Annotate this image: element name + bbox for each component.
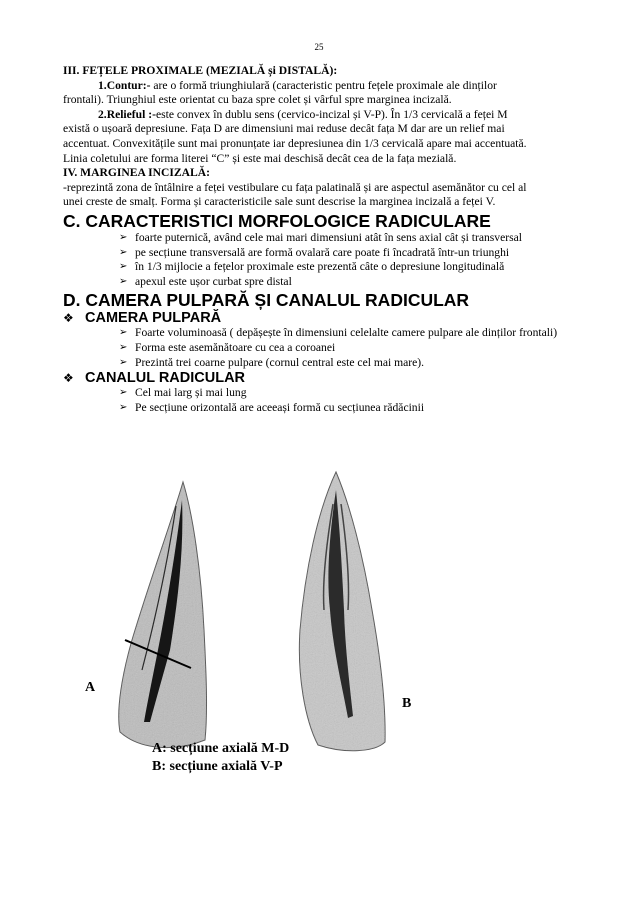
camera-pulpara-heading: ❖ CAMERA PULPARĂ xyxy=(63,310,222,327)
relief-paragraph xyxy=(63,108,583,123)
sectionC-list xyxy=(63,231,583,289)
list-item: ➢ în 1/3 mijlocie a fețelor proximale este prezentă câte o depresiune longitudinală xyxy=(119,260,505,274)
list-item: ➢ Foarte voluminoasă ( depășește în dimensiuni celelalte camere pulpare ale dinților frontali) xyxy=(119,326,558,340)
section4-text-1: -reprezintă zona de întâlnire a feței vestibulare cu fața palatinală și are aspectul asemănător cu cel al xyxy=(63,180,527,194)
contur-paragraph xyxy=(63,79,583,94)
diamond-bullet-icon: ❖ xyxy=(63,311,74,326)
list-item: ➢ Forma este asemănătoare cu cea a coroanei xyxy=(119,340,336,354)
canal-list xyxy=(63,386,583,415)
arrow-bullet-icon: ➢ xyxy=(119,246,128,258)
arrow-bullet-icon: ➢ xyxy=(119,341,128,353)
caption-a: A: secțiune axială M-D xyxy=(152,741,290,756)
caption-b: B: secțiune axială V-P xyxy=(152,759,283,774)
sectionC-heading: C. CARACTERISTICI MORFOLOGICE RADICULARE xyxy=(63,210,491,231)
section4-text-2: unei creste de smalț. Forma și caracteristicile sale sunt descrise la marginea incizală a feței V. xyxy=(63,195,496,209)
diamond-bullet-icon: ❖ xyxy=(63,371,74,386)
arrow-bullet-icon: ➢ xyxy=(119,387,128,399)
arrow-bullet-icon: ➢ xyxy=(119,275,128,287)
figure-label-b: B xyxy=(402,696,412,711)
tooth-sections-figure xyxy=(0,460,638,780)
tooth-section-b xyxy=(299,472,385,751)
contur-label: 1.Contur:- xyxy=(98,78,151,92)
list-item: ➢ Pe secțiune orizontală are aceeași formă cu secțiunea rădăcinii xyxy=(119,400,425,414)
section4-heading: IV. MARGINEA INCIZALĂ: xyxy=(63,166,210,180)
contur-text-2: frontali). Triunghiul este orientat cu baza spre colet și vârful spre marginea incizală. xyxy=(63,93,452,107)
list-item: ➢ Prezintă trei coarne pulpare (cornul central este cel mai mare). xyxy=(119,355,425,369)
relief-text-1: este convex în dublu sens (cervico-incizal și V-P). În 1/3 cervicală a feței M xyxy=(155,107,508,121)
relief-text-3: accentuat. Convexitățile sunt mai pronunțate iar depresiunea din 1/3 cervicală apare mai accentuată. xyxy=(63,136,527,150)
page-number: 25 xyxy=(314,42,324,52)
relief-text-4: Linia coletului are forma literei “C” și este mai deschisă decât cea de la fața mezială. xyxy=(63,151,457,165)
arrow-bullet-icon: ➢ xyxy=(119,231,128,243)
list-item: ➢ pe secțiune transversală are formă ovalară care poate fi încadrată într-un triunghi xyxy=(119,245,510,259)
figure-caption xyxy=(152,740,289,776)
arrow-bullet-icon: ➢ xyxy=(119,261,128,273)
tooth-sections-illustration xyxy=(0,460,638,780)
camera-list xyxy=(63,326,583,370)
relief-label: 2.Relieful :- xyxy=(98,107,156,121)
relief-text-2: există o ușoară depresiune. Fața D are dimensiuni mai reduse decât fața M dar are un relief mai xyxy=(63,122,505,136)
sectionD-heading: D. CAMERA PULPARĂ ȘI CANALUL RADICULAR xyxy=(63,290,470,311)
arrow-bullet-icon: ➢ xyxy=(119,327,128,339)
canal-radicular-heading: ❖ CANALUL RADICULAR xyxy=(63,370,246,387)
list-item: ➢ Cel mai larg și mai lung xyxy=(119,386,247,400)
contur-text-1: are o formă triunghiulară (caracteristic pentru fețele proximale ale dinților xyxy=(150,78,497,92)
figure-label-a: A xyxy=(85,680,96,695)
list-item: ➢ foarte puternică, având cele mai mari dimensiuni atât în sens axial cât și transversal xyxy=(119,230,522,244)
arrow-bullet-icon: ➢ xyxy=(119,401,128,413)
tooth-section-a xyxy=(119,482,207,748)
arrow-bullet-icon: ➢ xyxy=(119,356,128,368)
document-body xyxy=(63,64,583,415)
section3-heading: III. FEȚELE PROXIMALE (MEZIALĂ și DISTALĂ): xyxy=(63,64,338,77)
list-item: ➢ apexul este ușor curbat spre distal xyxy=(119,274,292,288)
